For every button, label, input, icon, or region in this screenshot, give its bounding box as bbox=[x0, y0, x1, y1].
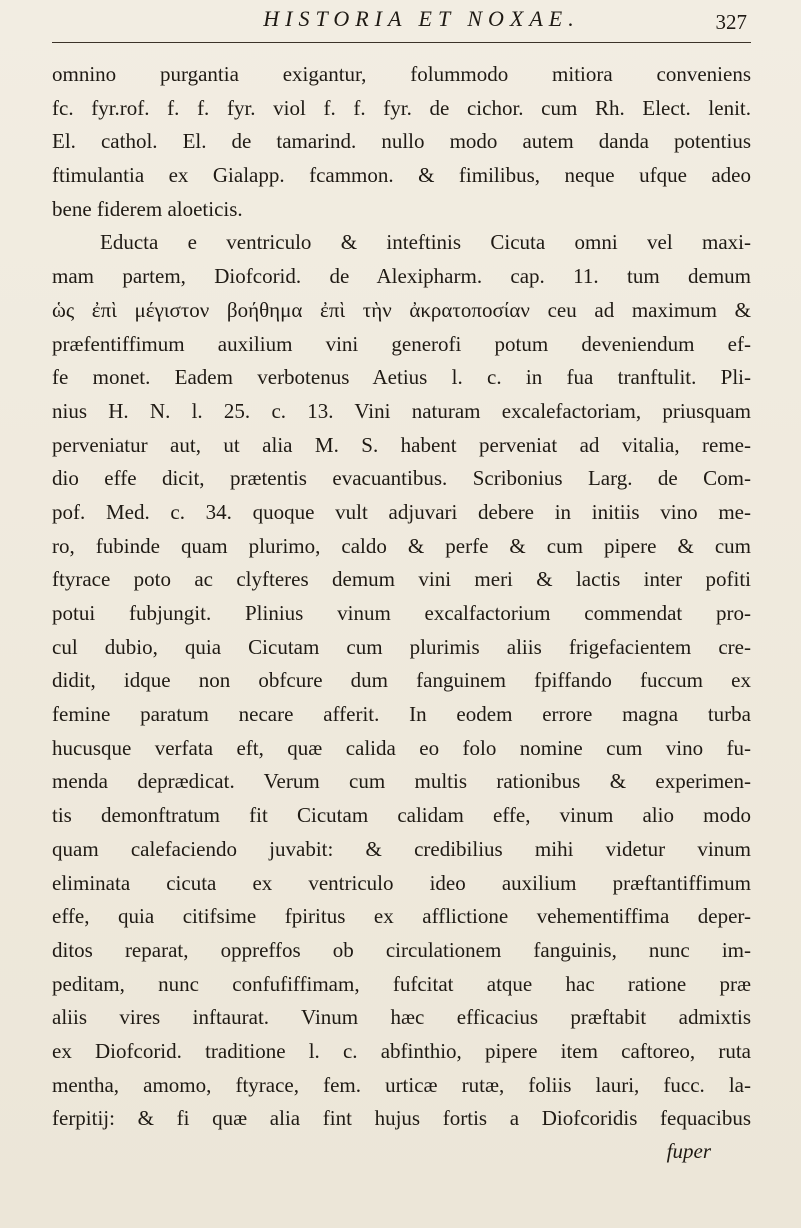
catchword: fuper bbox=[666, 1139, 711, 1163]
text-line: cul dubio, quia Cicutam cum plurimis aliis frigefacientem cre- bbox=[52, 634, 751, 659]
header-rule bbox=[52, 42, 751, 43]
text-line: ditos reparat, oppreffos ob circulationem fanguinis, nunc im- bbox=[52, 937, 751, 962]
text-line: hucusque verfata eft, quæ calida eo folo nomine cum vino fu- bbox=[52, 735, 751, 760]
text-line: tis demonftratum fit Cicutam calidam effe, vinum alio modo bbox=[52, 803, 751, 828]
text-line: omnino purgantia exigantur, folummodo mitiora conveniens bbox=[52, 62, 751, 86]
text-line: potui fubjungit. Plinius vinum excalfactorium commendat pro- bbox=[52, 601, 751, 625]
text-line: effe, quia citifsime fpiritus ex afflictione vehementiffima deper- bbox=[52, 904, 751, 929]
text-line: Educta e ventriculo & inteftinis Cicuta omni vel maxi- bbox=[100, 230, 751, 255]
text-line: ftimulantia ex Gialapp. fcammon. & fimilibus, neque ufque adeo bbox=[52, 163, 751, 188]
text-line: mentha, amomo, ftyrace, fem. urticæ rutæ, foliis lauri, fucc. la- bbox=[52, 1072, 751, 1097]
running-title: HISTORIA ET NOXAE. bbox=[263, 6, 580, 31]
page-number: 327 bbox=[715, 10, 747, 34]
text-line: quam calefaciendo juvabit: & credibilius mihi videtur vinum bbox=[52, 836, 751, 861]
text-line: pof. Med. c. 34. quoque vult adjuvari debere in initiis vino me- bbox=[52, 499, 751, 524]
text-line: didit, idque non obfcure dum fanguinem fpiffando fuccum ex bbox=[52, 668, 751, 693]
text-line: peditam, nunc confufiffimam, fufcitat atque hac ratione præ bbox=[52, 971, 751, 996]
page-header bbox=[52, 0, 751, 54]
text-line: ferpitij: & fi quæ alia fint hujus fortis a Diofcoridis fequacibus bbox=[52, 1106, 751, 1131]
body-text bbox=[52, 58, 751, 1136]
text-line: femine paratum necare afferit. In eodem errore magna turba bbox=[52, 702, 751, 727]
text-line: nius H. N. l. 25. c. 13. Vini naturam excalefactoriam, priusquam bbox=[52, 398, 751, 423]
text-line: mam partem, Diofcorid. de Alexipharm. cap. 11. tum demum bbox=[52, 264, 751, 289]
text-line: præfentiffimum auxilium vini generofi potum deveniendum ef- bbox=[52, 331, 751, 356]
text-line: dio effe dicit, prætentis evacuantibus. Scribonius Larg. de Com- bbox=[52, 466, 751, 491]
text-line: perveniatur aut, ut alia M. S. habent perveniat ad vitalia, reme- bbox=[52, 432, 751, 457]
text-line: bene fiderem aloeticis. bbox=[52, 196, 243, 221]
text-line: fc. fyr.rof. f. f. fyr. viol f. f. fyr. de cichor. cum Rh. Elect. lenit. bbox=[52, 95, 751, 120]
text-line: El. cathol. El. de tamarind. nullo modo autem danda potentius bbox=[52, 129, 751, 154]
text-line: ὡς ἐπὶ μέγιστον βοήθημα ἐπὶ τὴν ἀκρατοποσίαν ceu ad maximum & bbox=[52, 297, 751, 322]
text-line: ex Diofcorid. traditione l. c. abfinthio, pipere item caftoreo, ruta bbox=[52, 1038, 751, 1063]
text-line: ro, fubinde quam plurimo, caldo & perfe & cum pipere & cum bbox=[52, 533, 751, 558]
text-line: menda deprædicat. Verum cum multis rationibus & experimen- bbox=[52, 769, 751, 794]
text-line: eliminata cicuta ex ventriculo ideo auxilium præftantiffimum bbox=[52, 870, 751, 895]
text-line: fe monet. Eadem verbotenus Aetius l. c. in fua tranftulit. Pli- bbox=[52, 365, 751, 390]
text-line: aliis vires inftaurat. Vinum hæc efficacius præftabit admixtis bbox=[52, 1005, 751, 1030]
text-line: ftyrace poto ac clyfteres demum vini meri & lactis inter pofiti bbox=[52, 567, 751, 592]
